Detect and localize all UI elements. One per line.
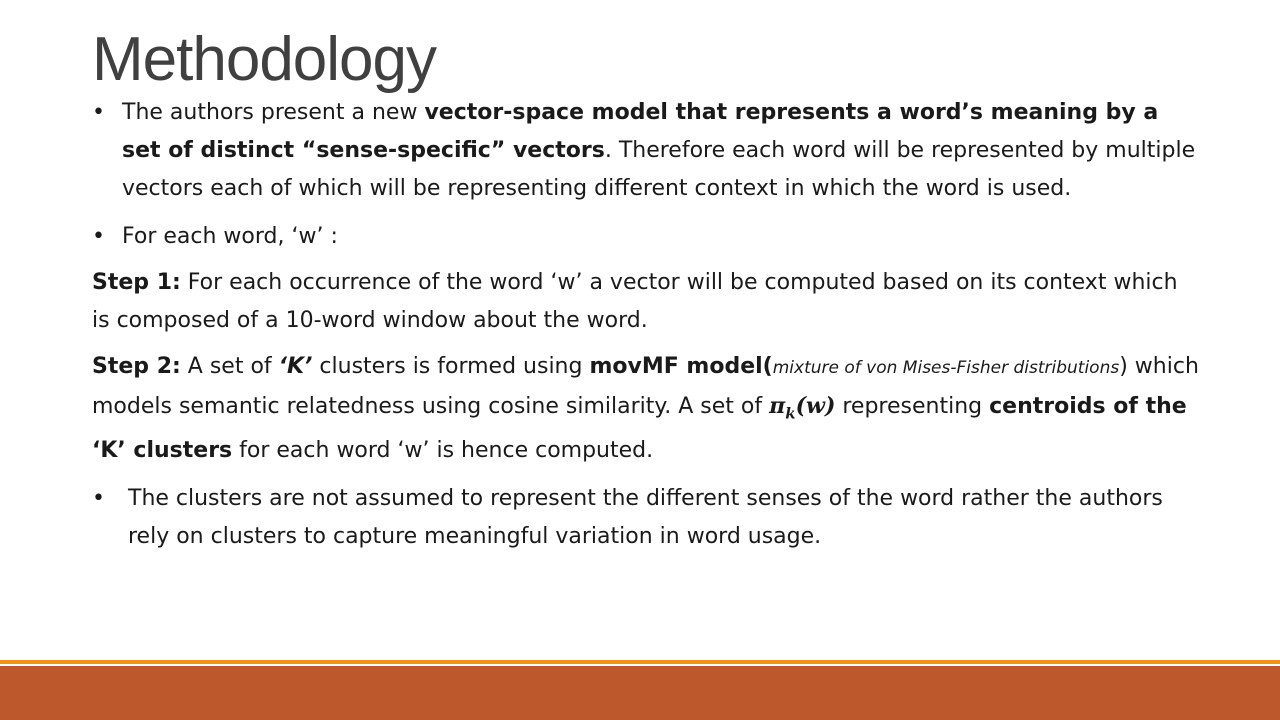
bullet-icon: • bbox=[92, 224, 105, 249]
bullet-1-text-rest: . Therefore each word will be represented by multiple vectors each of which will be representing different context in which the word is used. bbox=[122, 138, 1196, 201]
bullet-item-1 bbox=[92, 94, 1202, 208]
step-2-text-a: A set of bbox=[180, 354, 279, 379]
step-2-text-e: for each word ‘w’ is hence computed. bbox=[232, 438, 654, 464]
step-1-paragraph bbox=[92, 264, 1202, 340]
math-sub-k: k bbox=[785, 404, 796, 423]
step-1-text: For each occurrence of the word ‘w’ a vector will be computed based on its context which is composed of a 10-word window about the word. bbox=[92, 270, 1178, 333]
bullet-2-text: For each word, ‘w’ : bbox=[122, 224, 338, 249]
math-arg: (w) bbox=[795, 393, 836, 419]
math-pi: π bbox=[769, 393, 786, 419]
step-1-label: Step 1: bbox=[92, 270, 181, 295]
bullet-icon: • bbox=[92, 100, 105, 125]
step-2-label: Step 2: bbox=[92, 354, 181, 379]
bullet-item-3 bbox=[92, 480, 1202, 556]
slide-content bbox=[92, 94, 1202, 556]
step-2-model-expansion: mixture of von Mises-Fisher distributions bbox=[772, 358, 1120, 378]
footer-bar bbox=[0, 666, 1280, 720]
step-2-text-c: ) which models semantic relatedness using cosine similarity. A set of bbox=[92, 354, 1199, 419]
step-2-k: ‘K’ bbox=[278, 354, 313, 379]
step-2-centroids: centroids of the ‘K’ clusters bbox=[92, 394, 1187, 464]
bullet-3-text: The clusters are not assumed to represent the different senses of the word rather the authors rely on clusters to capture meaningful variation in word usage. bbox=[128, 486, 1163, 550]
step-2-math bbox=[769, 393, 836, 423]
slide-title: Methodology bbox=[92, 25, 437, 94]
bullet-icon: • bbox=[92, 486, 105, 512]
step-2-paragraph bbox=[92, 348, 1202, 470]
footer-accent-line bbox=[0, 660, 1280, 664]
step-2-text-b: clusters is formed using bbox=[312, 354, 590, 379]
step-2-model: movMF model( bbox=[589, 354, 773, 379]
bullet-1-bold: vector-space model that represents a word’s meaning by a set of distinct “sense-specific” vectors bbox=[122, 100, 1159, 163]
bullet-1-text: The authors present a new bbox=[122, 100, 425, 125]
bullet-item-2 bbox=[92, 218, 1202, 256]
step-2-text-d: representing bbox=[835, 394, 990, 419]
